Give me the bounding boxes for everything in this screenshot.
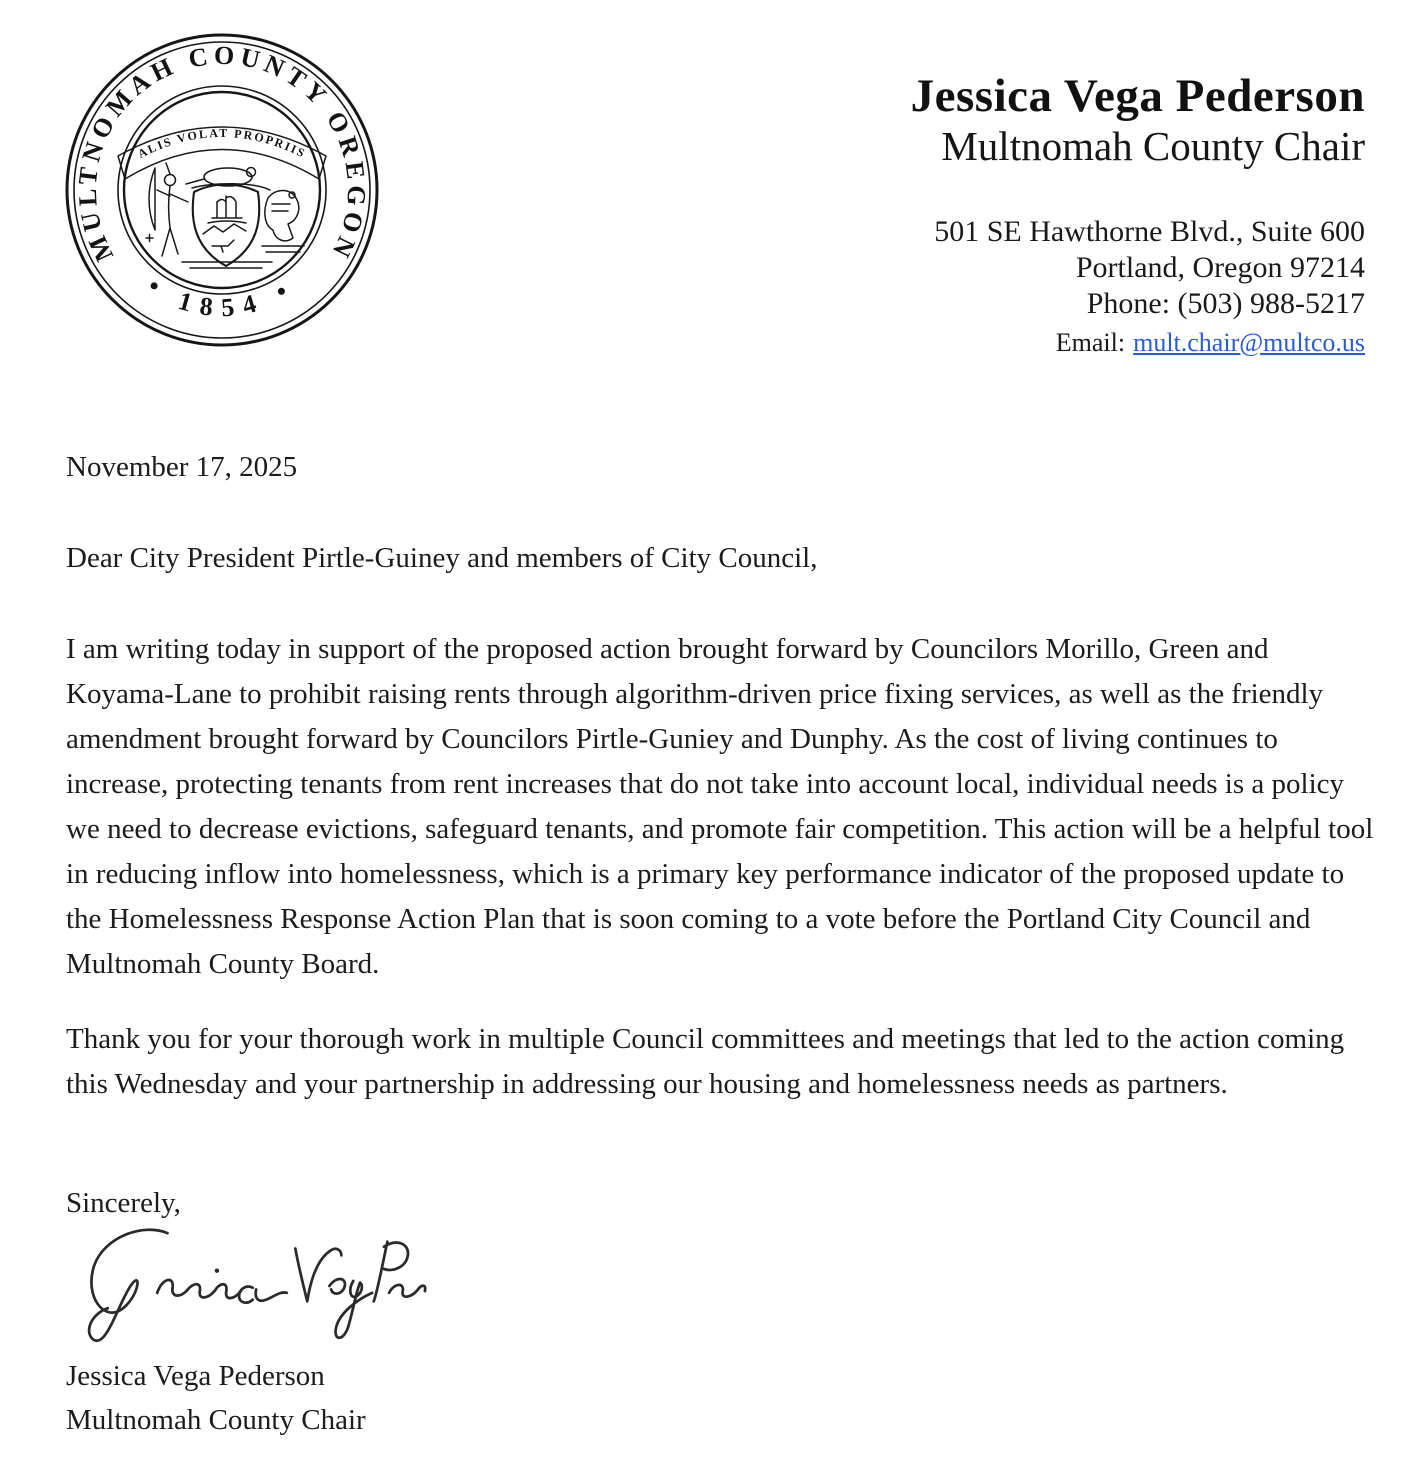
seal-shield-art: [193, 185, 260, 267]
address-line-2: Portland, Oregon 97214: [1075, 251, 1365, 284]
letterhead-title: Multnomah County Chair: [941, 123, 1365, 169]
signature-name: Jessica Vega Pederson: [66, 1360, 325, 1392]
paragraph-1: I am writing today in support of the proposed action brought forward by Councilors Morillo, Green and Koyama-Lane to prohibit raising rents through algorithm-driven price fixing services, as well as the friendly amendment brought forward by Councilors Pirtle-Guniey and Dunphy. As the cost of living continues to increase, protecting tenants from rent increases that do not take into account local, individual needs is a policy we need to decrease evictions, safeguard tenants, and promote fair competition. This action will be a helpful tool in reducing inflow into homelessness, which is a primary key performance indicator of the proposed update to the Homelessness Response Action Plan that is soon coming to a vote before the Portland City Council and Multnomah County Board.: [66, 633, 1374, 980]
letter-date: November 17, 2025: [66, 451, 298, 483]
letterhead-name: Jessica Vega Pederson: [910, 70, 1365, 122]
seal-beaver-art: [186, 168, 270, 191]
email-link[interactable]: mult.chair@multco.us: [1133, 328, 1365, 357]
handwritten-signature: [72, 1216, 430, 1356]
email-line: [911, 325, 1365, 361]
seal-ring-text: MULTNOMAH COUNTY OREGON: [72, 40, 372, 267]
phone-line: Phone: (503) 988-5217: [1086, 287, 1365, 320]
paragraph-2: Thank you for your thorough work in multiple Council committees and meetings that led to the action coming this Wednesday and your partnership in addressing our housing and homelessness needs as partners.: [66, 1023, 1345, 1100]
email-label: Email:: [1055, 328, 1126, 357]
salutation: Dear City President Pirtle-Guiney and members of City Council,: [66, 542, 818, 574]
svg-text:• 1854 •: [142, 271, 301, 322]
address-line-1: 501 SE Hawthorne Blvd., Suite 600: [934, 215, 1365, 248]
signature-title: Multnomah County Chair: [66, 1404, 366, 1436]
svg-text:ALIS VOLAT PROPRIIS: [135, 126, 308, 161]
multnomah-county-seal-icon: [62, 30, 382, 350]
seal-figure-art: [146, 163, 188, 256]
closing: Sincerely,: [66, 1187, 181, 1219]
seal-motto-text: ALIS VOLAT PROPRIIS: [135, 125, 309, 161]
letterhead: [911, 70, 1365, 361]
letterhead-address-block: [911, 214, 1365, 361]
seal-eagle-art: [262, 191, 304, 253]
seal-year-text: • 1854 •: [142, 271, 302, 323]
